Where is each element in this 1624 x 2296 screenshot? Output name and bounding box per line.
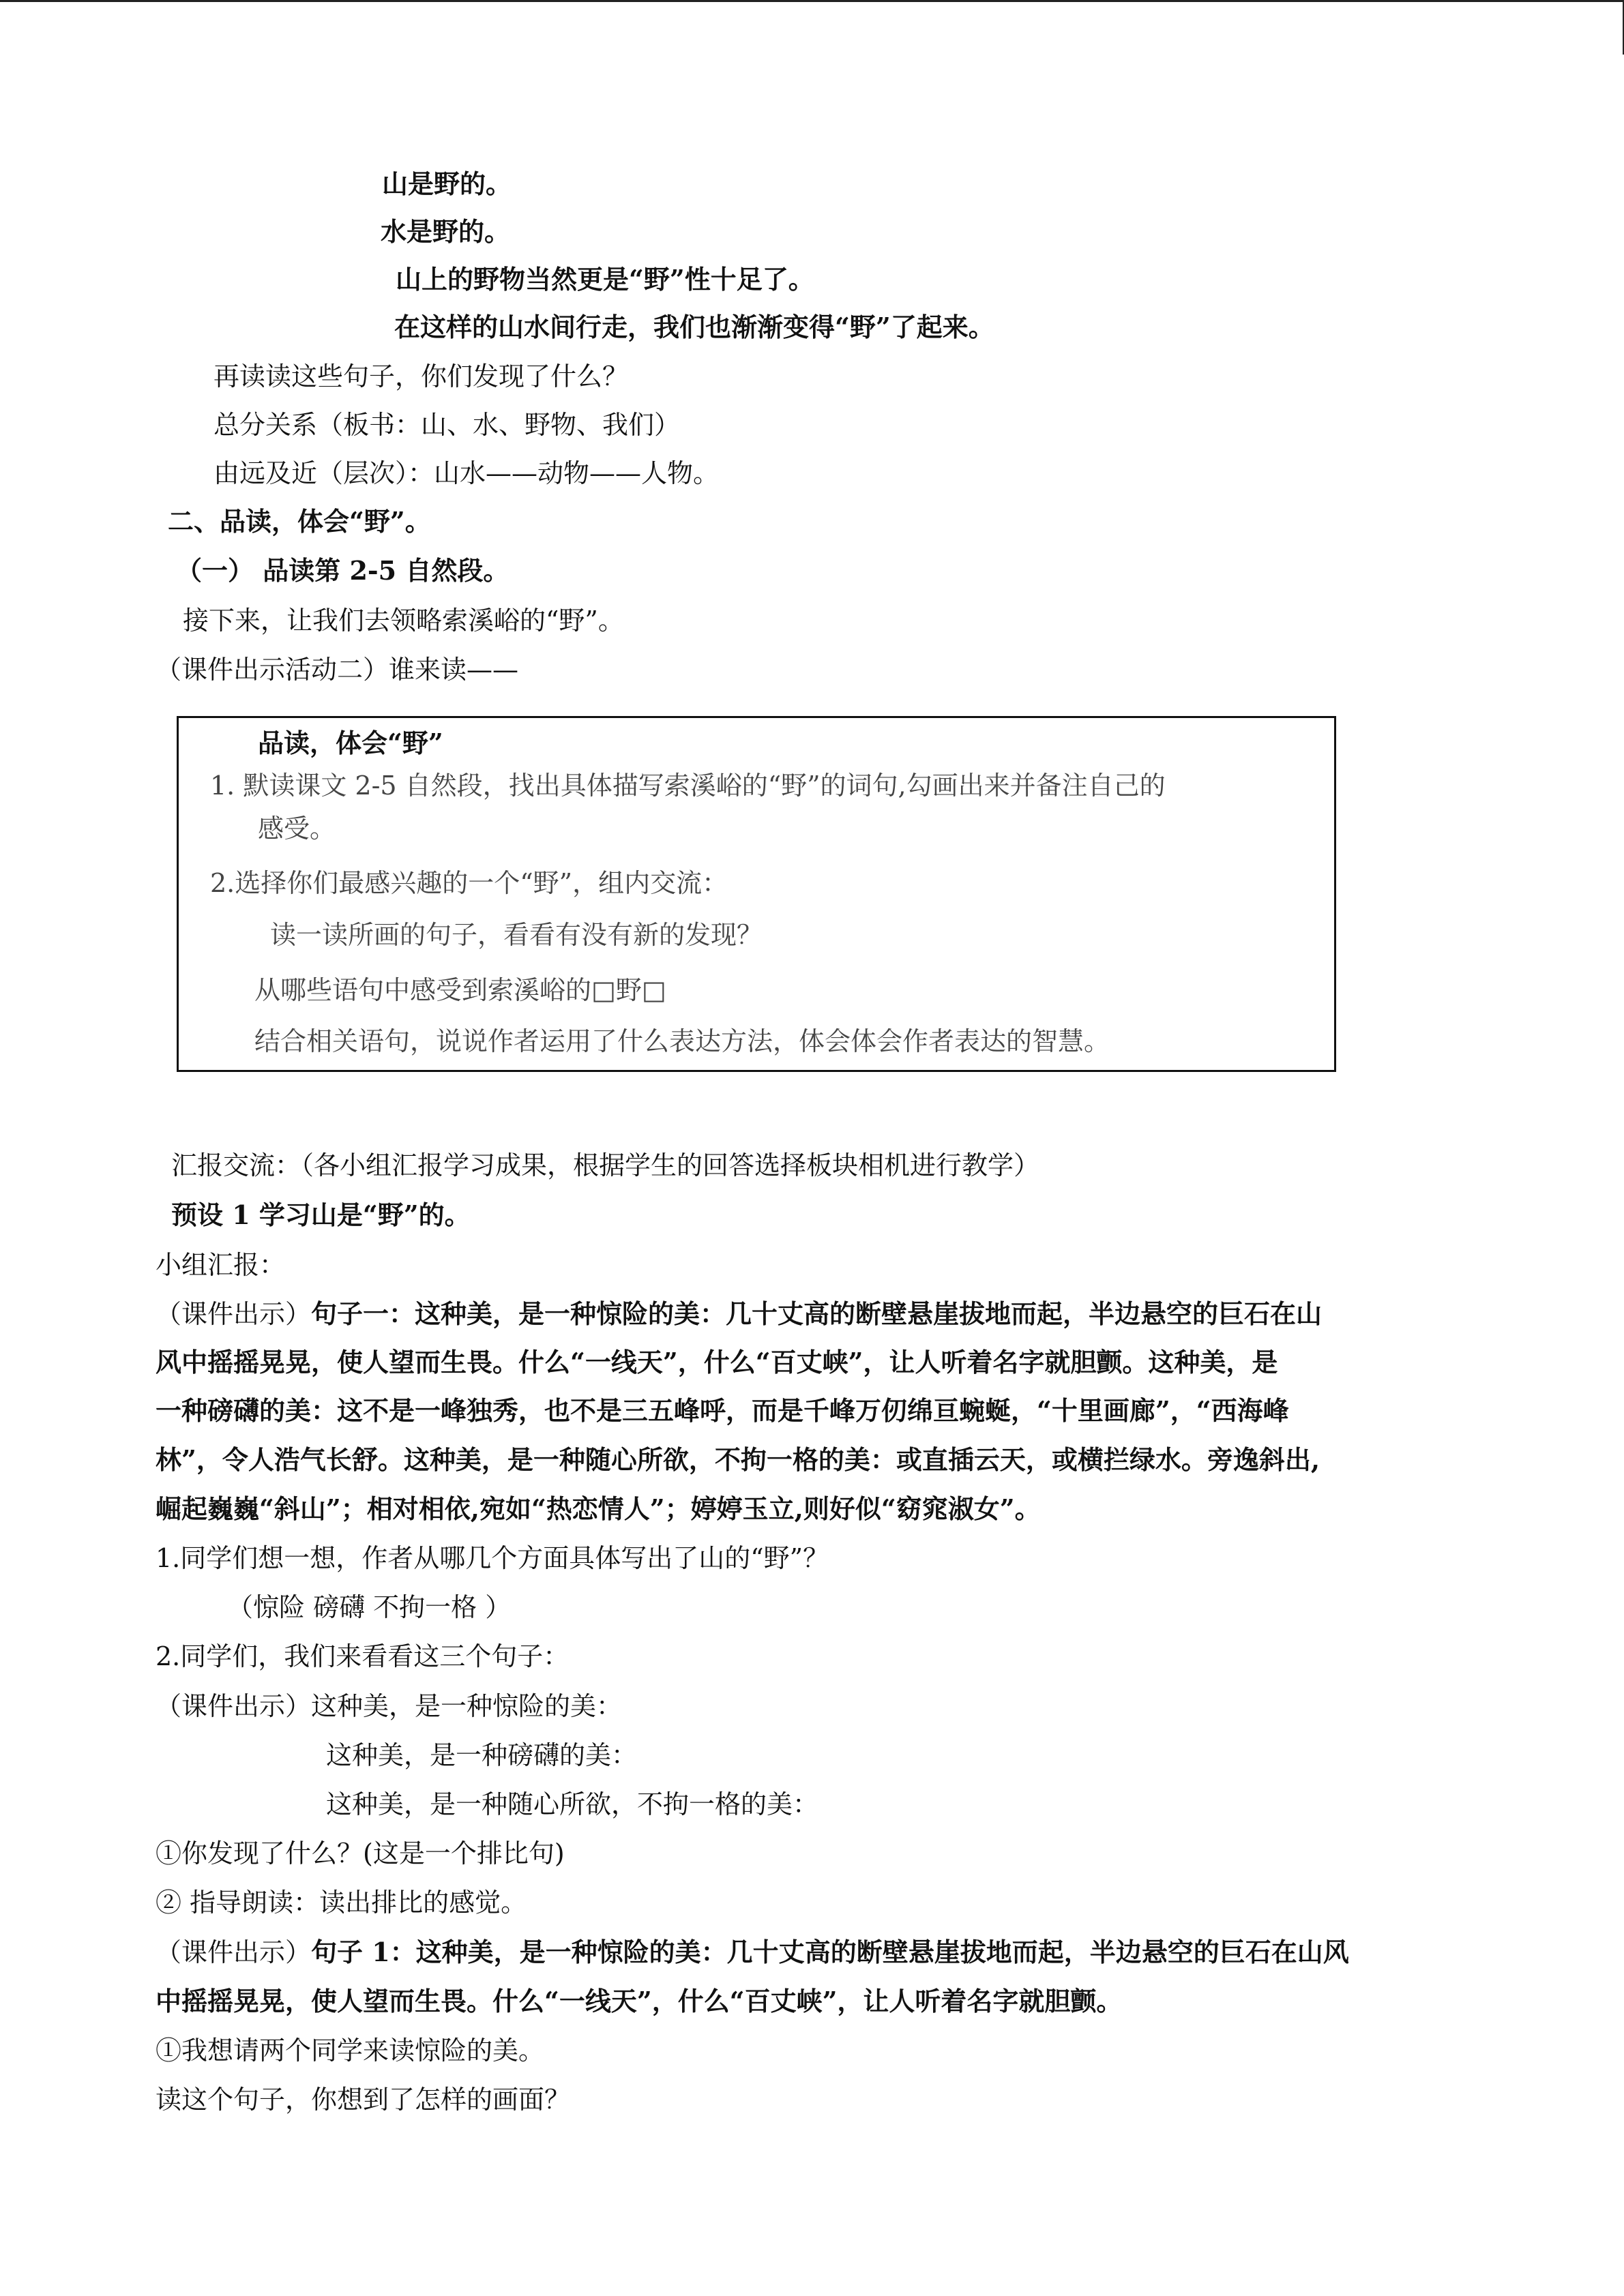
sentence-one-line-1 [156, 1296, 1322, 1332]
poem-line-4: 在这样的山水间行走，我们也渐渐变得“野”了起来。 [394, 312, 994, 342]
sentence-one-line-4: 林”，令人浩气长舒。这种美，是一种随心所欲，不拘一格的美：或直插云天，或横拦绿水。旁逸斜出, [156, 1444, 1320, 1475]
activity-subitem-2: 从哪些语句中感受到索溪峪的□野□ [254, 975, 666, 1005]
activity-item-1-cont: 感受。 [258, 814, 336, 844]
question-2: 2.同学们，我们来看看这三个句子： [156, 1641, 570, 1671]
sentence-1-line-2: 中摇摇晃晃，使人望而生畏。什么“一线天”，什么“百丈峡”，让人听着名字就胆颤。 [156, 1986, 1123, 2016]
sentence-one-text: 句子一：这种美，是一种惊险的美：几十丈高的断壁悬崖拔地而起，半边悬空的巨石在山 [311, 1298, 1323, 1329]
sentence-1-line-1 [156, 1934, 1349, 1971]
activity-subitem-3: 结合相关语句，说说作者运用了什么表达方法，体会体会作者表达的智慧。 [254, 1026, 1110, 1056]
sentence-one-line-5: 崛起巍巍“斜山”；相对相依,宛如“热恋情人”；婷婷玉立,则好似“窈窕淑女”。 [156, 1493, 1041, 1524]
courseware-prefix: （课件出示） [156, 1299, 312, 1329]
activity-item-2: 2.选择你们最感兴趣的一个“野”，组内交流： [210, 868, 728, 898]
question-1-answer: （惊险 磅礴 不拘一格 ） [227, 1592, 512, 1622]
question-1: 1.同学们想一想，作者从哪几个方面具体写出了山的“野”？ [156, 1543, 829, 1573]
activity-title: 品读，体会“野” [258, 728, 443, 758]
circled-item-2: ② 指导朗读：读出排比的感觉。 [156, 1888, 527, 1918]
poem-line-2: 水是野的。 [381, 216, 511, 247]
discussion-answer-2: 由远及近（层次）：山水——动物——人物。 [213, 458, 720, 488]
sentence-set-line-2: 这种美，是一种磅礴的美： [326, 1740, 638, 1770]
courseware-note: （课件出示活动二）谁来读—— [156, 655, 519, 685]
section-intro: 接下来，让我们去领略索溪峪的“野”。 [183, 606, 624, 636]
page-top-border [0, 0, 1624, 2]
subsection-heading: （一） 品读第 2-5 自然段。 [176, 555, 510, 586]
sentence-1-text: 句子 1：这种美，是一种惊险的美：几十丈高的断壁悬崖拔地而起，半边悬空的巨石在山风 [311, 1937, 1349, 1967]
discussion-answer-1: 总分关系（板书：山、水、野物、我们） [213, 410, 681, 440]
poem-line-1: 山是野的。 [382, 168, 512, 199]
sentence-set-line-1: （课件出示）这种美，是一种惊险的美： [156, 1691, 623, 1721]
sentence-one-line-2: 风中摇摇晃晃，使人望而生畏。什么“一线天”，什么“百丈峡”，让人听着名字就胆颤。这种美，是 [156, 1347, 1278, 1377]
activity-subitem-1: 读一读所画的句子，看看有没有新的发现？ [270, 920, 763, 950]
sentence-one-line-3: 一种磅礴的美：这不是一峰独秀，也不是三五峰呼，而是千峰万仞绵亘蜿蜒，“十里画廊”，“西海峰 [156, 1395, 1289, 1426]
courseware-prefix-2: （课件出示） [156, 1937, 312, 1967]
group-report-label: 小组汇报： [156, 1250, 286, 1280]
report-intro: 汇报交流：（各小组汇报学习成果，根据学生的回答选择板块相机进行教学） [171, 1150, 1040, 1180]
reading-question: 读这个句子，你想到了怎样的画面？ [156, 2085, 571, 2115]
preset-heading: 预设 1 学习山是“野”的。 [171, 1199, 471, 1230]
circled-item-1: ①你发现了什么？(这是一个排比句) [156, 1838, 565, 1868]
poem-line-3: 山上的野物当然更是“野”性十足了。 [396, 264, 814, 295]
section-heading: 二、品读，体会“野”。 [168, 506, 431, 537]
activity-item-1: 1. 默读课文 2-5 自然段，找出具体描写索溪峪的“野”的词句,勾画出来并备注自己的 [210, 771, 1166, 801]
discussion-question: 再读读这些句子，你们发现了什么？ [213, 361, 629, 391]
circled-item-3: ①我想请两个同学来读惊险的美。 [156, 2036, 545, 2066]
sentence-set-line-3: 这种美，是一种随心所欲，不拘一格的美： [326, 1789, 819, 1819]
